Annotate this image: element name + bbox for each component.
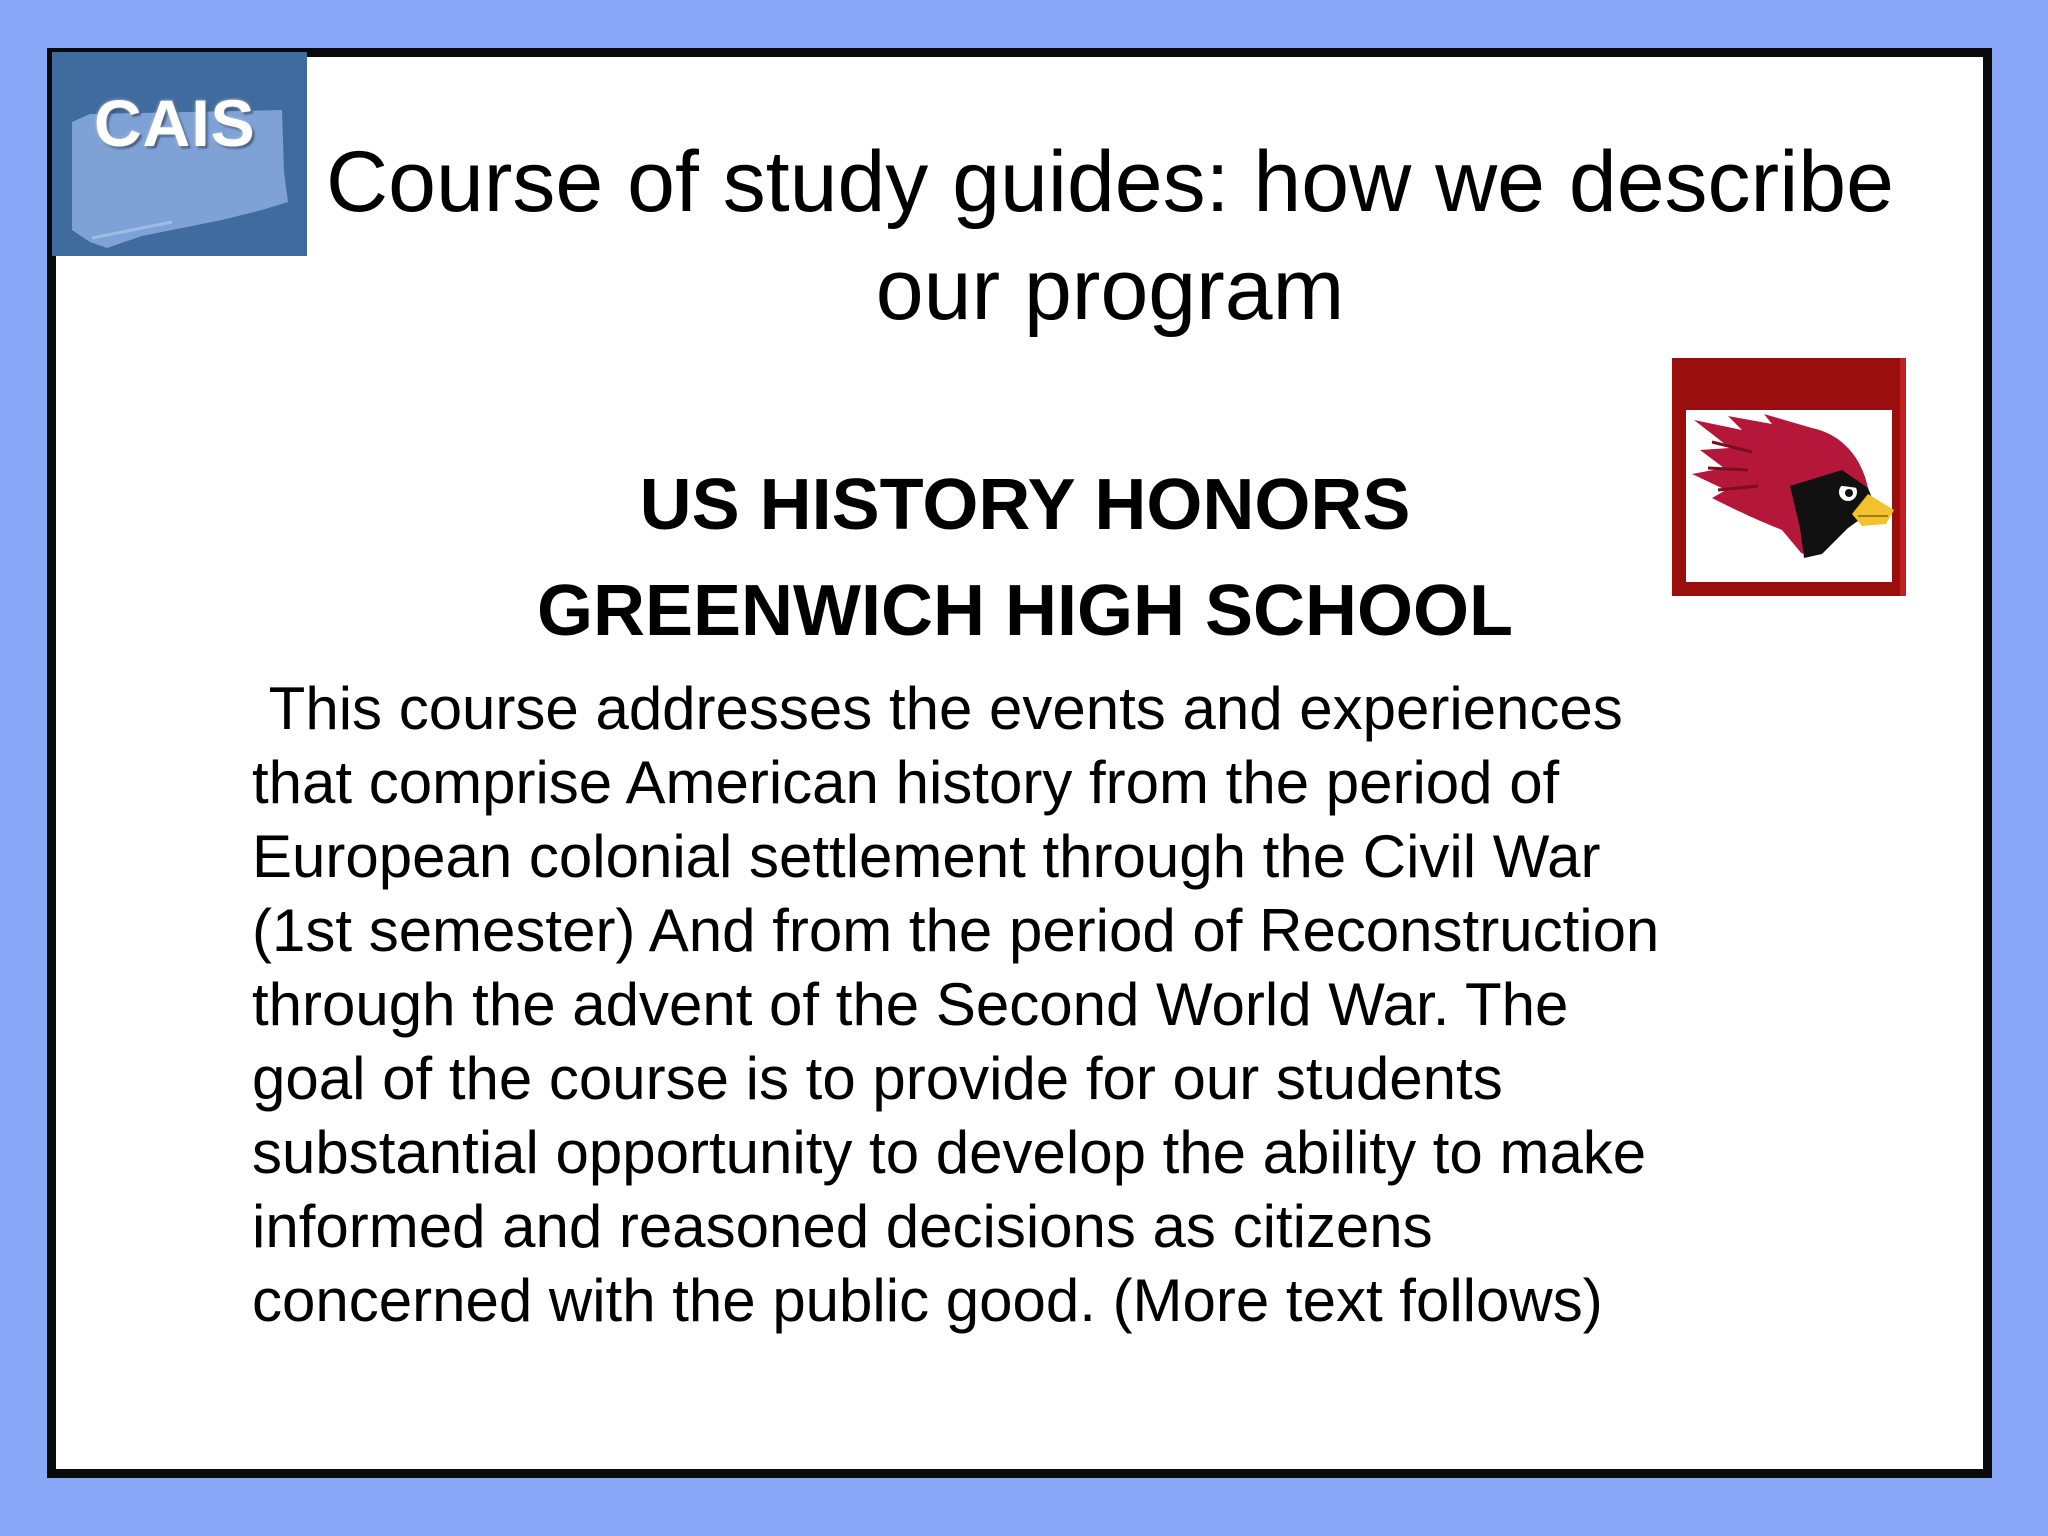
cais-logo-text: CAIS — [94, 86, 256, 160]
description-line-8: informed and reasoned decisions as citizens — [252, 1193, 1433, 1260]
description-line-6: goal of the course is to provide for our students — [252, 1045, 1503, 1112]
cardinal-logo — [1672, 358, 1906, 596]
title-line-2: our program — [875, 242, 1345, 338]
page-title — [260, 128, 1960, 344]
course-heading — [300, 452, 1750, 664]
description-line-7: substantial opportunity to develop the ability to make — [252, 1119, 1647, 1186]
course-description — [252, 672, 1892, 1338]
description-line-9: concerned with the public good. (More text follows) — [252, 1267, 1603, 1334]
description-line-4: (1st semester) And from the period of Reconstruction — [252, 897, 1660, 964]
description-line-5: through the advent of the Second World War. The — [252, 971, 1569, 1038]
course-name: US HISTORY HONORS — [639, 465, 1411, 545]
cardinal-icon — [1672, 358, 1906, 596]
description-line-1: This course addresses the events and experiences — [252, 675, 1623, 742]
school-name: GREENWICH HIGH SCHOOL — [536, 571, 1513, 651]
title-line-1: Course of study guides: how we describe — [326, 134, 1894, 230]
description-line-2: that comprise American history from the period of — [252, 749, 1560, 816]
description-line-3: European colonial settlement through the Civil War — [252, 823, 1601, 890]
